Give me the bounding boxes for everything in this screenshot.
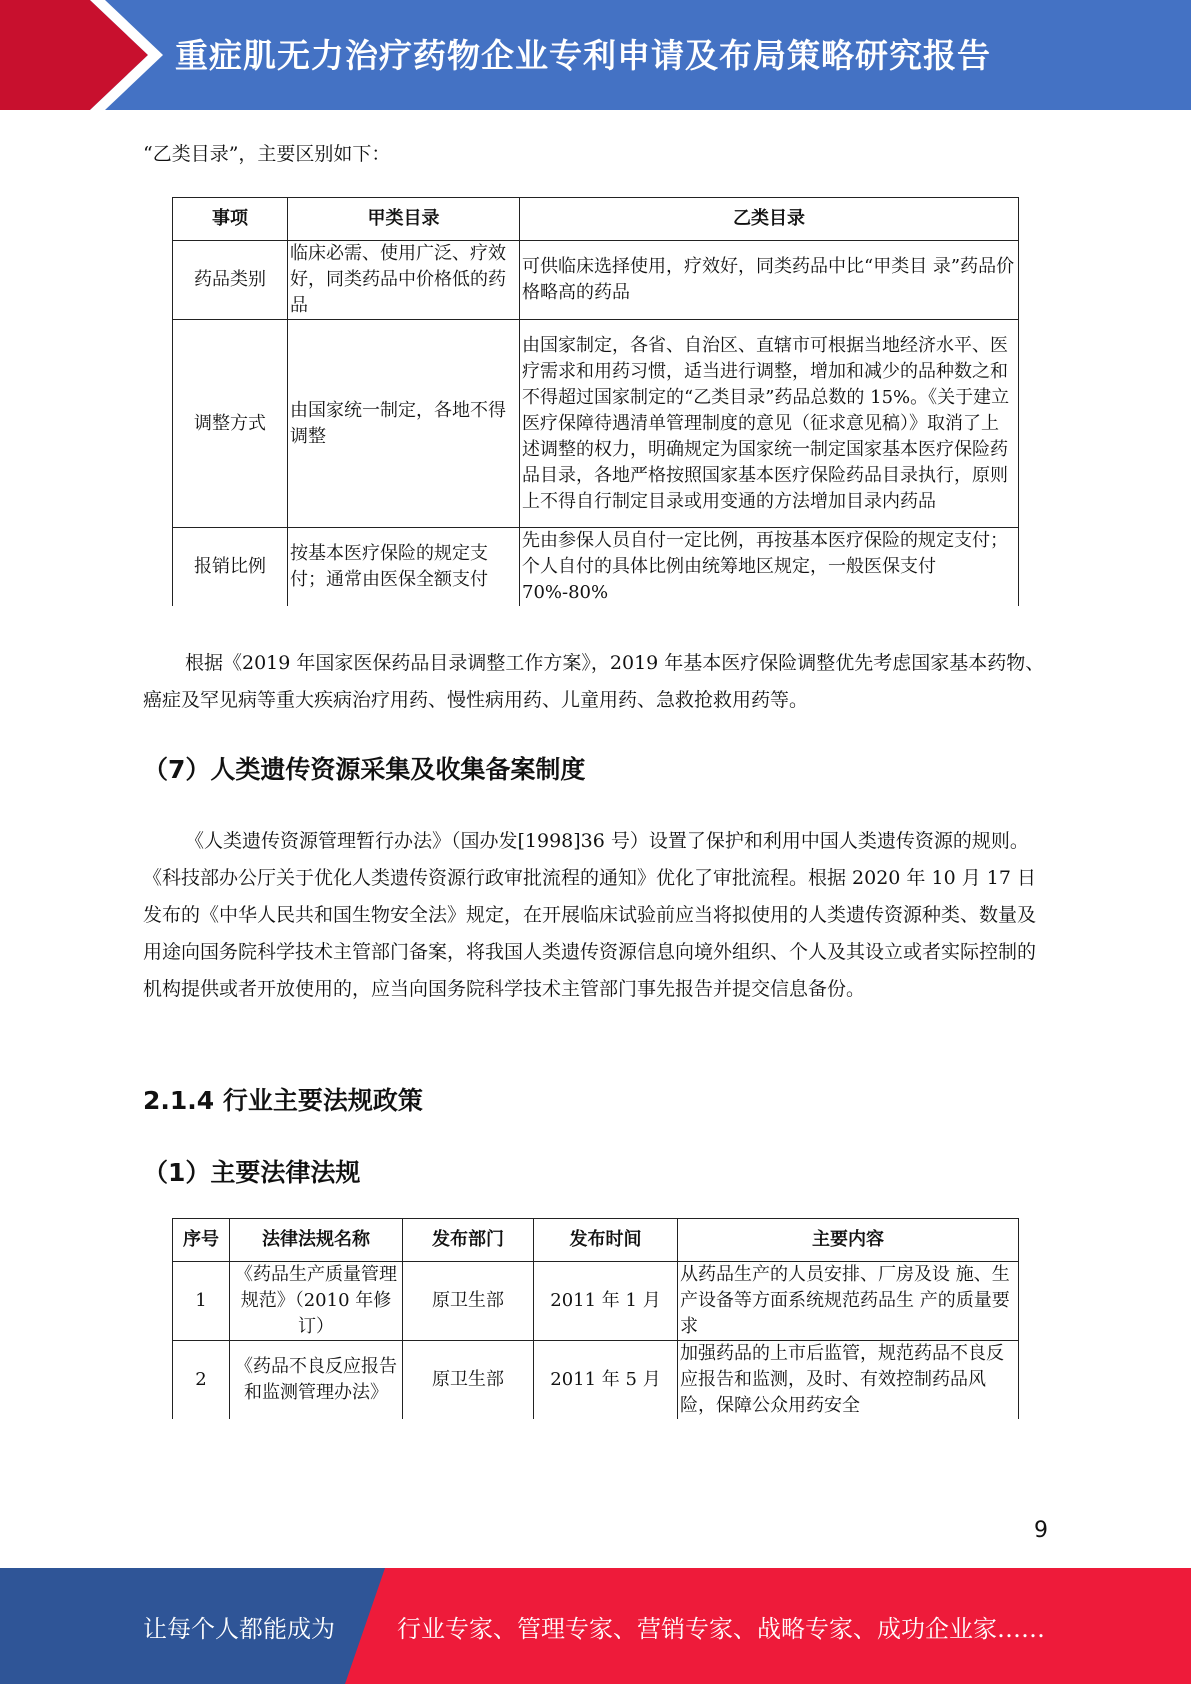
table-row: [173, 1341, 1019, 1420]
table-cell: 先由参保人员自付一定比例，再按基本医疗保险的规定支付；个人自付的具体比例由统筹地区规定，一般医保支付 70%-80%: [520, 528, 1019, 607]
page-footer: [0, 1568, 1191, 1684]
table-cell: 加强药品的上市后监管，规范药品不良反应报告和监测，及时、有效控制药品风险，保障公众用药安全: [678, 1341, 1019, 1420]
table-cell: 1: [173, 1262, 230, 1341]
section-heading: （7）人类遗传资源采集及收集备案制度: [143, 755, 586, 784]
table-row: [173, 528, 1019, 607]
table-cell: 2011 年 1 月: [534, 1262, 678, 1341]
table-cell: 原卫生部: [403, 1341, 534, 1420]
table-row: [173, 320, 1019, 528]
column-header: 序号: [173, 1219, 230, 1262]
table-cell: 《药品不良反应报告和监测管理办法》: [230, 1341, 403, 1420]
table-cell: 2011 年 5 月: [534, 1341, 678, 1420]
table-header-row: [173, 1219, 1019, 1262]
column-header: 事项: [173, 198, 288, 241]
page-header: [0, 0, 1191, 110]
table-cell: 由国家统一制定，各地不得调整: [288, 320, 520, 528]
column-header: 法律法规名称: [230, 1219, 403, 1262]
page-number: 9: [1034, 1518, 1048, 1543]
table-cell: 原卫生部: [403, 1262, 534, 1341]
column-header: 发布时间: [534, 1219, 678, 1262]
catalog-comparison-table: [172, 197, 1019, 606]
table-cell: 药品类别: [173, 241, 288, 320]
table-cell: 调整方式: [173, 320, 288, 528]
intro-line: “乙类目录”，主要区别如下：: [143, 143, 391, 165]
table-row: [173, 241, 1019, 320]
column-header: 甲类目录: [288, 198, 520, 241]
section-heading: （1）主要法律法规: [143, 1158, 361, 1187]
table-cell: 可供临床选择使用，疗效好，同类药品中比“甲类目 录”药品价格略高的药品: [520, 241, 1019, 320]
table-cell: 从药品生产的人员安排、厂房及设 施、生产设备等方面系统规范药品生 产的质量要求: [678, 1262, 1019, 1341]
paragraph-genetic-resources: 《人类遗传资源管理暂行办法》（国办发[1998]36 号）设置了保护和利用中国人类遗传资源的规则。《科技部办公厅关于优化人类遗传资源行政审批流程的通知》优化了审批流程。根据 2020 年 10 月 17 日发布的《中华人民共和国生物安全法》规定，在开展临床试验前应当将拟使用的人类遗传资源种类、数量及用途向国务院科学技术主管部门备案，将我国人类遗传资源信息向境外组织、个人及其设立或者实际控制的机构提供或者开放使用的，应当向国务院科学技术主管部门事先报告并提交信息备份。: [143, 830, 1037, 1000]
table-cell: 报销比例: [173, 528, 288, 607]
table-cell: 由国家制定，各省、自治区、直辖市可根据当地经济水平、医疗需求和用药习惯，适当进行调整，增加和减少的品种数之和不得超过国家制定的“乙类目录”药品总数的 15%。《关于建立医疗保障待遇清单管理制度的意见（征求意见稿）》取消了上述调整的权力，明确规定为国家统一制定国家基本医疗保险药品目录，各地严格按照国家基本医疗保险药品目录执行，原则上不得自行制定目录或用变通的方法增加目录内药品: [520, 320, 1019, 528]
table-cell: 临床必需、使用广泛、疗效好，同类药品中价格低的药品: [288, 241, 520, 320]
column-header: 乙类目录: [520, 198, 1019, 241]
column-header: 主要内容: [678, 1219, 1019, 1262]
document-title: 重症肌无力治疗药物企业专利申请及布局策略研究报告: [175, 36, 991, 75]
table-cell: 按基本医疗保险的规定支付；通常由医保全额支付: [288, 528, 520, 607]
table-cell: 《药品生产质量管理规范》（2010 年修订）: [230, 1262, 403, 1341]
table-header-row: [173, 198, 1019, 241]
footer-slogan-left: 让每个人都能成为: [143, 1615, 335, 1643]
paragraph-medical-insurance: 根据《2019 年国家医保药品目录调整工作方案》，2019 年基本医疗保险调整优先考虑国家基本药物、癌症及罕见病等重大疾病治疗用药、慢性病用药、儿童用药、急救抢救用药等。: [143, 652, 1045, 711]
section-heading: 2.1.4 行业主要法规政策: [143, 1086, 423, 1115]
laws-regulations-table: [172, 1218, 1019, 1419]
footer-slogan-right: 行业专家、管理专家、营销专家、战略专家、成功企业家……: [397, 1615, 1045, 1643]
column-header: 发布部门: [403, 1219, 534, 1262]
table-row: [173, 1262, 1019, 1341]
table-cell: 2: [173, 1341, 230, 1420]
